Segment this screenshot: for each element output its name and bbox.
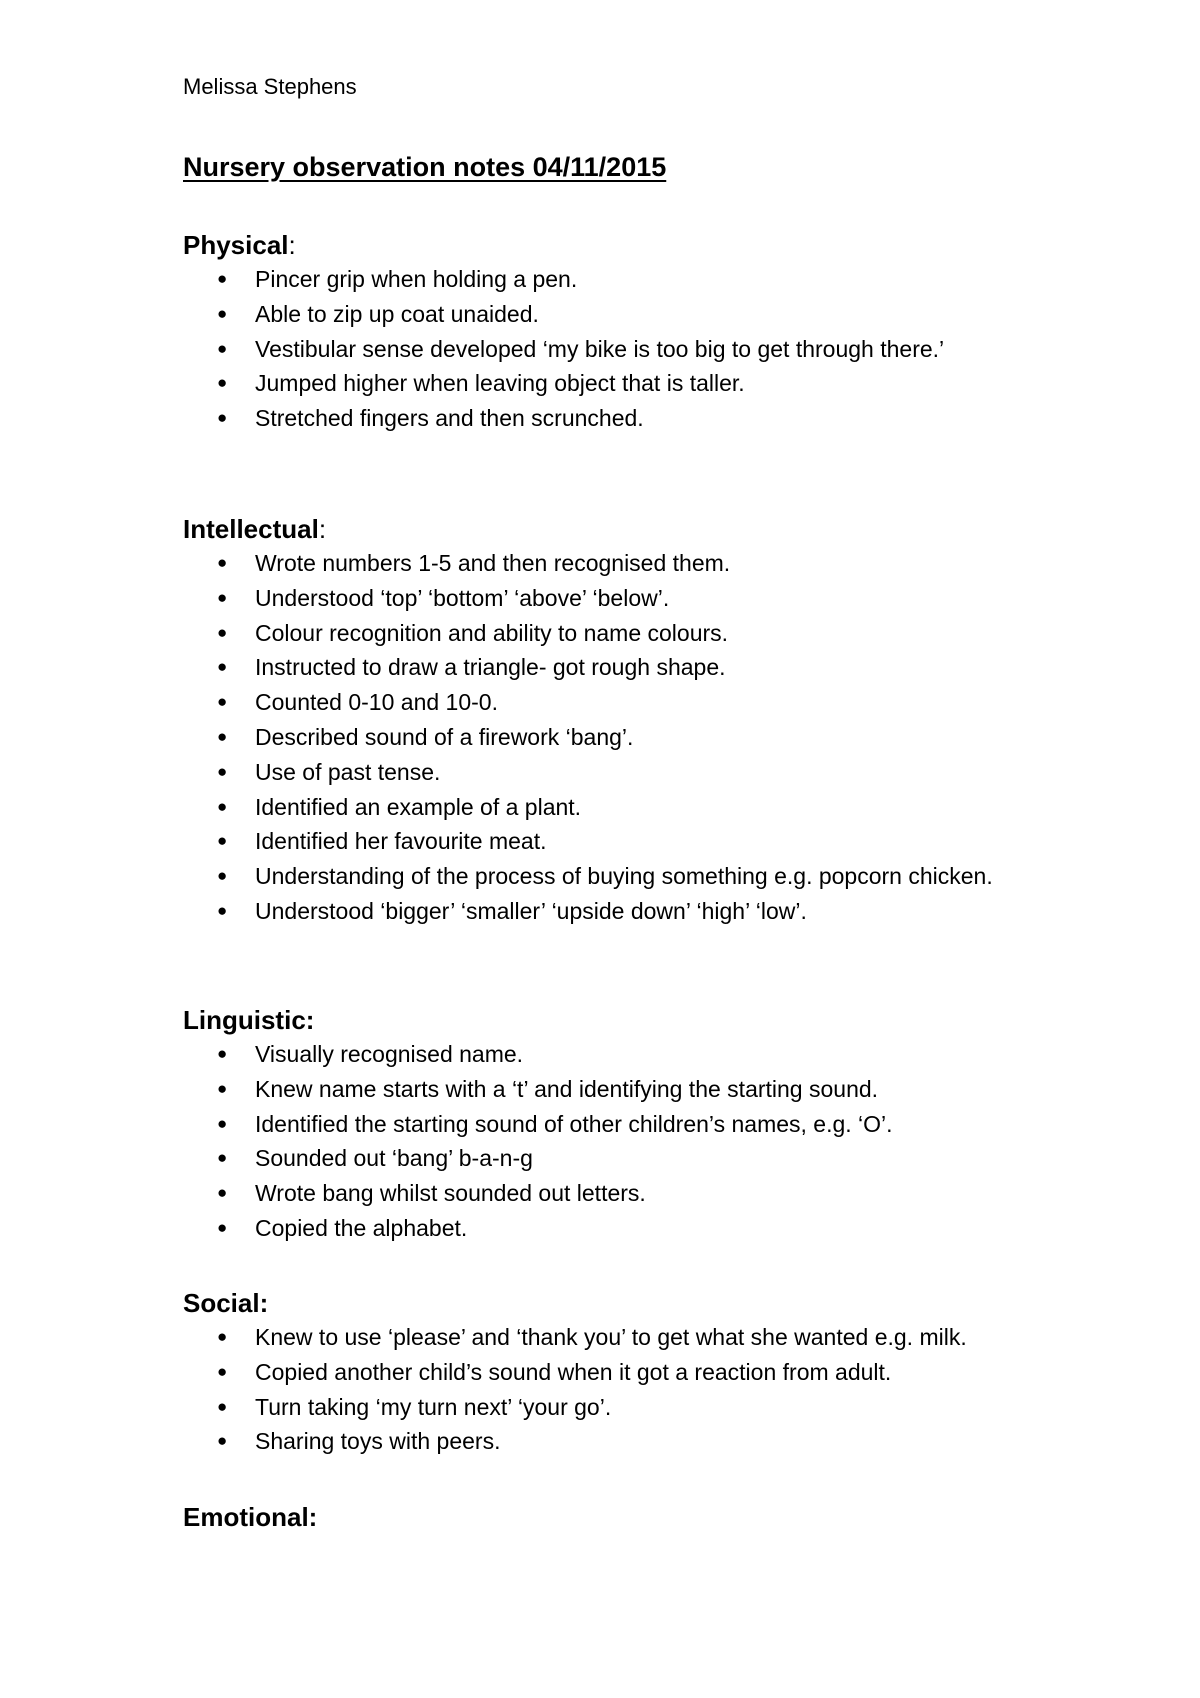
section-heading-text: Linguistic:	[183, 1005, 315, 1035]
bullet-list	[183, 262, 1083, 436]
section-heading-colon: :	[318, 514, 327, 544]
bullet-icon: ●	[217, 692, 228, 712]
list-item	[183, 859, 1083, 894]
list-item	[183, 616, 1083, 651]
bullet-icon: ●	[217, 338, 228, 358]
bullet-list	[183, 1037, 1083, 1246]
list-item	[183, 581, 1083, 616]
bullet-icon: ●	[217, 373, 228, 393]
bullet-icon: ●	[217, 831, 228, 851]
bullet-list	[183, 546, 1083, 929]
list-item	[183, 401, 1083, 436]
list-item	[183, 685, 1083, 720]
list-item-text: Sharing toys with peers.	[255, 1428, 501, 1455]
list-item	[183, 297, 1083, 332]
list-item-text: Identified an example of a plant.	[255, 793, 582, 820]
bullet-icon: ●	[217, 1183, 228, 1203]
list-item	[183, 650, 1083, 685]
list-item	[183, 790, 1083, 825]
list-item-text: Counted 0-10 and 10-0.	[255, 689, 498, 716]
bullet-icon: ●	[217, 761, 228, 781]
list-item	[183, 262, 1083, 297]
list-item-text: Turn taking ‘my turn next’ ‘your go’.	[255, 1393, 612, 1420]
list-item	[183, 894, 1083, 929]
list-item-text: Wrote numbers 1-5 and then recognised them.	[255, 550, 731, 576]
list-item-text: Use of past tense.	[255, 758, 441, 785]
list-item-text: Wrote bang whilst sounded out letters.	[255, 1180, 646, 1207]
section-heading	[183, 1500, 1083, 1534]
bullet-icon: ●	[217, 408, 228, 428]
section-heading	[183, 1286, 1083, 1320]
bullet-icon: ●	[217, 866, 228, 886]
list-item-text: Colour recognition and ability to name colours.	[255, 619, 729, 646]
list-item-text: Knew to use ‘please’ and ‘thank you’ to get what she wanted e.g. milk.	[255, 1324, 967, 1350]
list-item-text: Sounded out ‘bang’ b-a-n-g	[255, 1145, 533, 1172]
section-heading-text: Social:	[183, 1288, 269, 1318]
list-item-text: Pincer grip when holding a pen.	[255, 266, 578, 292]
section-heading	[183, 228, 1083, 262]
list-item-text: Identified the starting sound of other children’s names, e.g. ‘O’.	[255, 1110, 893, 1137]
bullet-icon: ●	[217, 1396, 228, 1416]
list-item-text: Understanding of the process of buying something e.g. popcorn chicken.	[255, 863, 993, 890]
bullet-icon: ●	[217, 1113, 228, 1133]
bullet-list	[183, 1320, 1083, 1459]
section-heading-text: Emotional:	[183, 1502, 318, 1532]
section-physical	[183, 228, 1083, 436]
list-item	[183, 1141, 1083, 1176]
list-item-text: Copied the alphabet.	[255, 1214, 468, 1241]
bullet-icon: ●	[217, 303, 228, 323]
list-item-text: Understood ‘bigger’ ‘smaller’ ‘upside down’ ‘high’ ‘low’.	[255, 897, 807, 924]
list-item-text: Stretched fingers and then scrunched.	[255, 405, 644, 432]
bullet-icon: ●	[217, 1431, 228, 1451]
list-item	[183, 720, 1083, 755]
bullet-icon: ●	[217, 622, 228, 642]
bullet-icon: ●	[217, 1044, 228, 1063]
list-item	[183, 1037, 1083, 1072]
list-item-text: Able to zip up coat unaided.	[255, 300, 539, 327]
list-item	[183, 1355, 1083, 1390]
section-social	[183, 1286, 1083, 1459]
bullet-icon: ●	[217, 1078, 228, 1098]
section-heading	[183, 1003, 1083, 1037]
document-title: Nursery observation notes 04/11/2015	[183, 152, 667, 182]
list-item	[183, 1320, 1083, 1355]
section-heading	[183, 512, 1083, 546]
list-item	[183, 546, 1083, 581]
bullet-icon: ●	[217, 587, 228, 607]
list-item-text: Vestibular sense developed ‘my bike is too big to get through there.’	[255, 335, 945, 362]
list-item	[183, 1390, 1083, 1425]
section-intellectual	[183, 512, 1083, 929]
list-item-text: Understood ‘top’ ‘bottom’ ‘above’ ‘below’.	[255, 584, 670, 611]
section-heading-text: Intellectual	[183, 514, 319, 544]
bullet-icon: ●	[217, 553, 228, 572]
list-item	[183, 1072, 1083, 1107]
list-item	[183, 1424, 1083, 1459]
list-item-text: Jumped higher when leaving object that is taller.	[255, 370, 745, 397]
list-item	[183, 824, 1083, 859]
list-item	[183, 1211, 1083, 1246]
bullet-icon: ●	[217, 796, 228, 816]
section-heading-colon: :	[288, 230, 296, 260]
bullet-icon: ●	[217, 657, 228, 677]
list-item-text: Visually recognised name.	[255, 1041, 524, 1067]
list-item	[183, 1107, 1083, 1142]
bullet-icon: ●	[217, 1361, 228, 1381]
list-item	[183, 755, 1083, 790]
section-emotional	[183, 1500, 1083, 1534]
section-linguistic	[183, 1003, 1083, 1246]
list-item-text: Described sound of a firework ‘bang’.	[255, 723, 634, 750]
bullet-icon: ●	[217, 269, 228, 288]
section-heading-text: Physical	[183, 230, 289, 260]
bullet-icon: ●	[217, 1327, 228, 1346]
list-item	[183, 1176, 1083, 1211]
list-item	[183, 366, 1083, 401]
author-name: Melissa Stephens	[183, 74, 357, 99]
bullet-icon: ●	[217, 1148, 228, 1168]
list-item-text: Copied another child’s sound when it got a reaction from adult.	[255, 1358, 892, 1385]
list-item	[183, 332, 1083, 367]
bullet-icon: ●	[217, 726, 228, 746]
list-item-text: Instructed to draw a triangle- got rough shape.	[255, 654, 726, 681]
bullet-icon: ●	[217, 1217, 228, 1237]
list-item-text: Knew name starts with a ‘t’ and identifying the starting sound.	[255, 1075, 879, 1102]
bullet-icon: ●	[217, 900, 228, 920]
list-item-text: Identified her favourite meat.	[255, 828, 547, 855]
